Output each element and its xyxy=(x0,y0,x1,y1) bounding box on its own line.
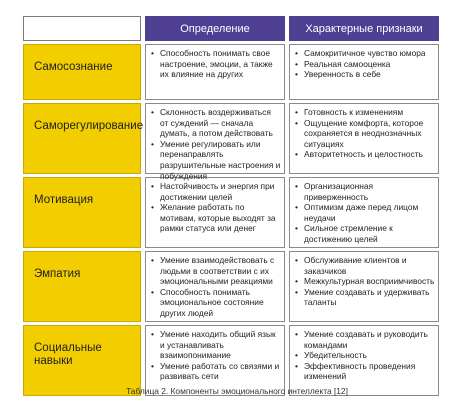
list-item: • Межкультурная восприимчивость xyxy=(294,276,435,287)
row-header: Мотивация xyxy=(23,177,141,248)
traits-list xyxy=(294,48,435,80)
traits-list xyxy=(294,255,435,308)
table-caption: Таблица 2. Компоненты эмоционального интеллекта [12] xyxy=(126,386,348,396)
traits-list xyxy=(294,181,435,245)
list-item: • Обслуживание клиентов и заказчиков xyxy=(294,255,435,276)
traits-cell xyxy=(289,103,439,174)
traits-list xyxy=(294,107,435,160)
list-item: • Организационная приверженность xyxy=(294,181,435,202)
list-item: • Способность понимать эмоциональное состояние других людей xyxy=(150,287,281,319)
list-item: • Умение работать со связями и развивать сети xyxy=(150,361,281,382)
definition-cell xyxy=(145,251,285,322)
list-item: • Авторитетность и целостность xyxy=(294,149,435,160)
list-item: • Ощущение комфорта, которое сохраняется в неоднозначных ситуациях xyxy=(294,118,435,150)
list-item: • Готовность к изменениям xyxy=(294,107,435,118)
list-item: • Реальная самооценка xyxy=(294,59,435,70)
row-header: Социальные навыки xyxy=(23,325,141,396)
list-item: • Умение создавать и руководить командами xyxy=(294,329,435,350)
emotional-intelligence-table xyxy=(23,16,439,396)
list-item: • Настойчивость и энергия при достижении целей xyxy=(150,181,281,202)
traits-list xyxy=(294,329,435,382)
table-corner-cell xyxy=(23,16,141,41)
traits-cell xyxy=(289,44,439,100)
row-header: Эмпатия xyxy=(23,251,141,322)
definition-cell xyxy=(145,44,285,100)
list-item: • Умение взаимодействовать с людьми в соответствии с их эмоциональными реакциями xyxy=(150,255,281,287)
list-item: • Оптимизм даже перед лицом неудачи xyxy=(294,202,435,223)
list-item: • Эффективность проведения изменений xyxy=(294,361,435,382)
definition-list xyxy=(150,48,281,80)
definition-list xyxy=(150,181,281,234)
row-header: Саморегулирование xyxy=(23,103,141,174)
list-item: • Самокритичное чувство юмора xyxy=(294,48,435,59)
list-item: • Умение создавать и удерживать таланты xyxy=(294,287,435,308)
definition-list xyxy=(150,329,281,382)
list-item: • Склонность воздерживаться от суждений — сначала думать, а потом действовать xyxy=(150,107,281,139)
definition-cell xyxy=(145,177,285,248)
list-item: • Умение находить общий язык и устанавливать взаимопонимание xyxy=(150,329,281,361)
definition-list xyxy=(150,255,281,319)
traits-cell xyxy=(289,177,439,248)
list-item: • Желание работать по мотивам, которые выходят за рамки статуса или денег xyxy=(150,202,281,234)
column-header-traits: Характерные признаки xyxy=(289,16,439,41)
list-item: • Сильное стремление к достижению целей xyxy=(294,223,435,244)
list-item: • Способность понимать свое настроение, эмоции, а также их влияние на других xyxy=(150,48,281,80)
list-item: • Уверенность в себе xyxy=(294,69,435,80)
definition-list xyxy=(150,107,281,181)
list-item: • Умение регулировать или перенаправлять разрушительные настроения и побуждения xyxy=(150,139,281,181)
definition-cell xyxy=(145,103,285,181)
row-header: Самосознание xyxy=(23,44,141,100)
traits-cell xyxy=(289,251,439,322)
column-header-definition: Определение xyxy=(145,16,285,41)
list-item: • Убедительность xyxy=(294,350,435,361)
